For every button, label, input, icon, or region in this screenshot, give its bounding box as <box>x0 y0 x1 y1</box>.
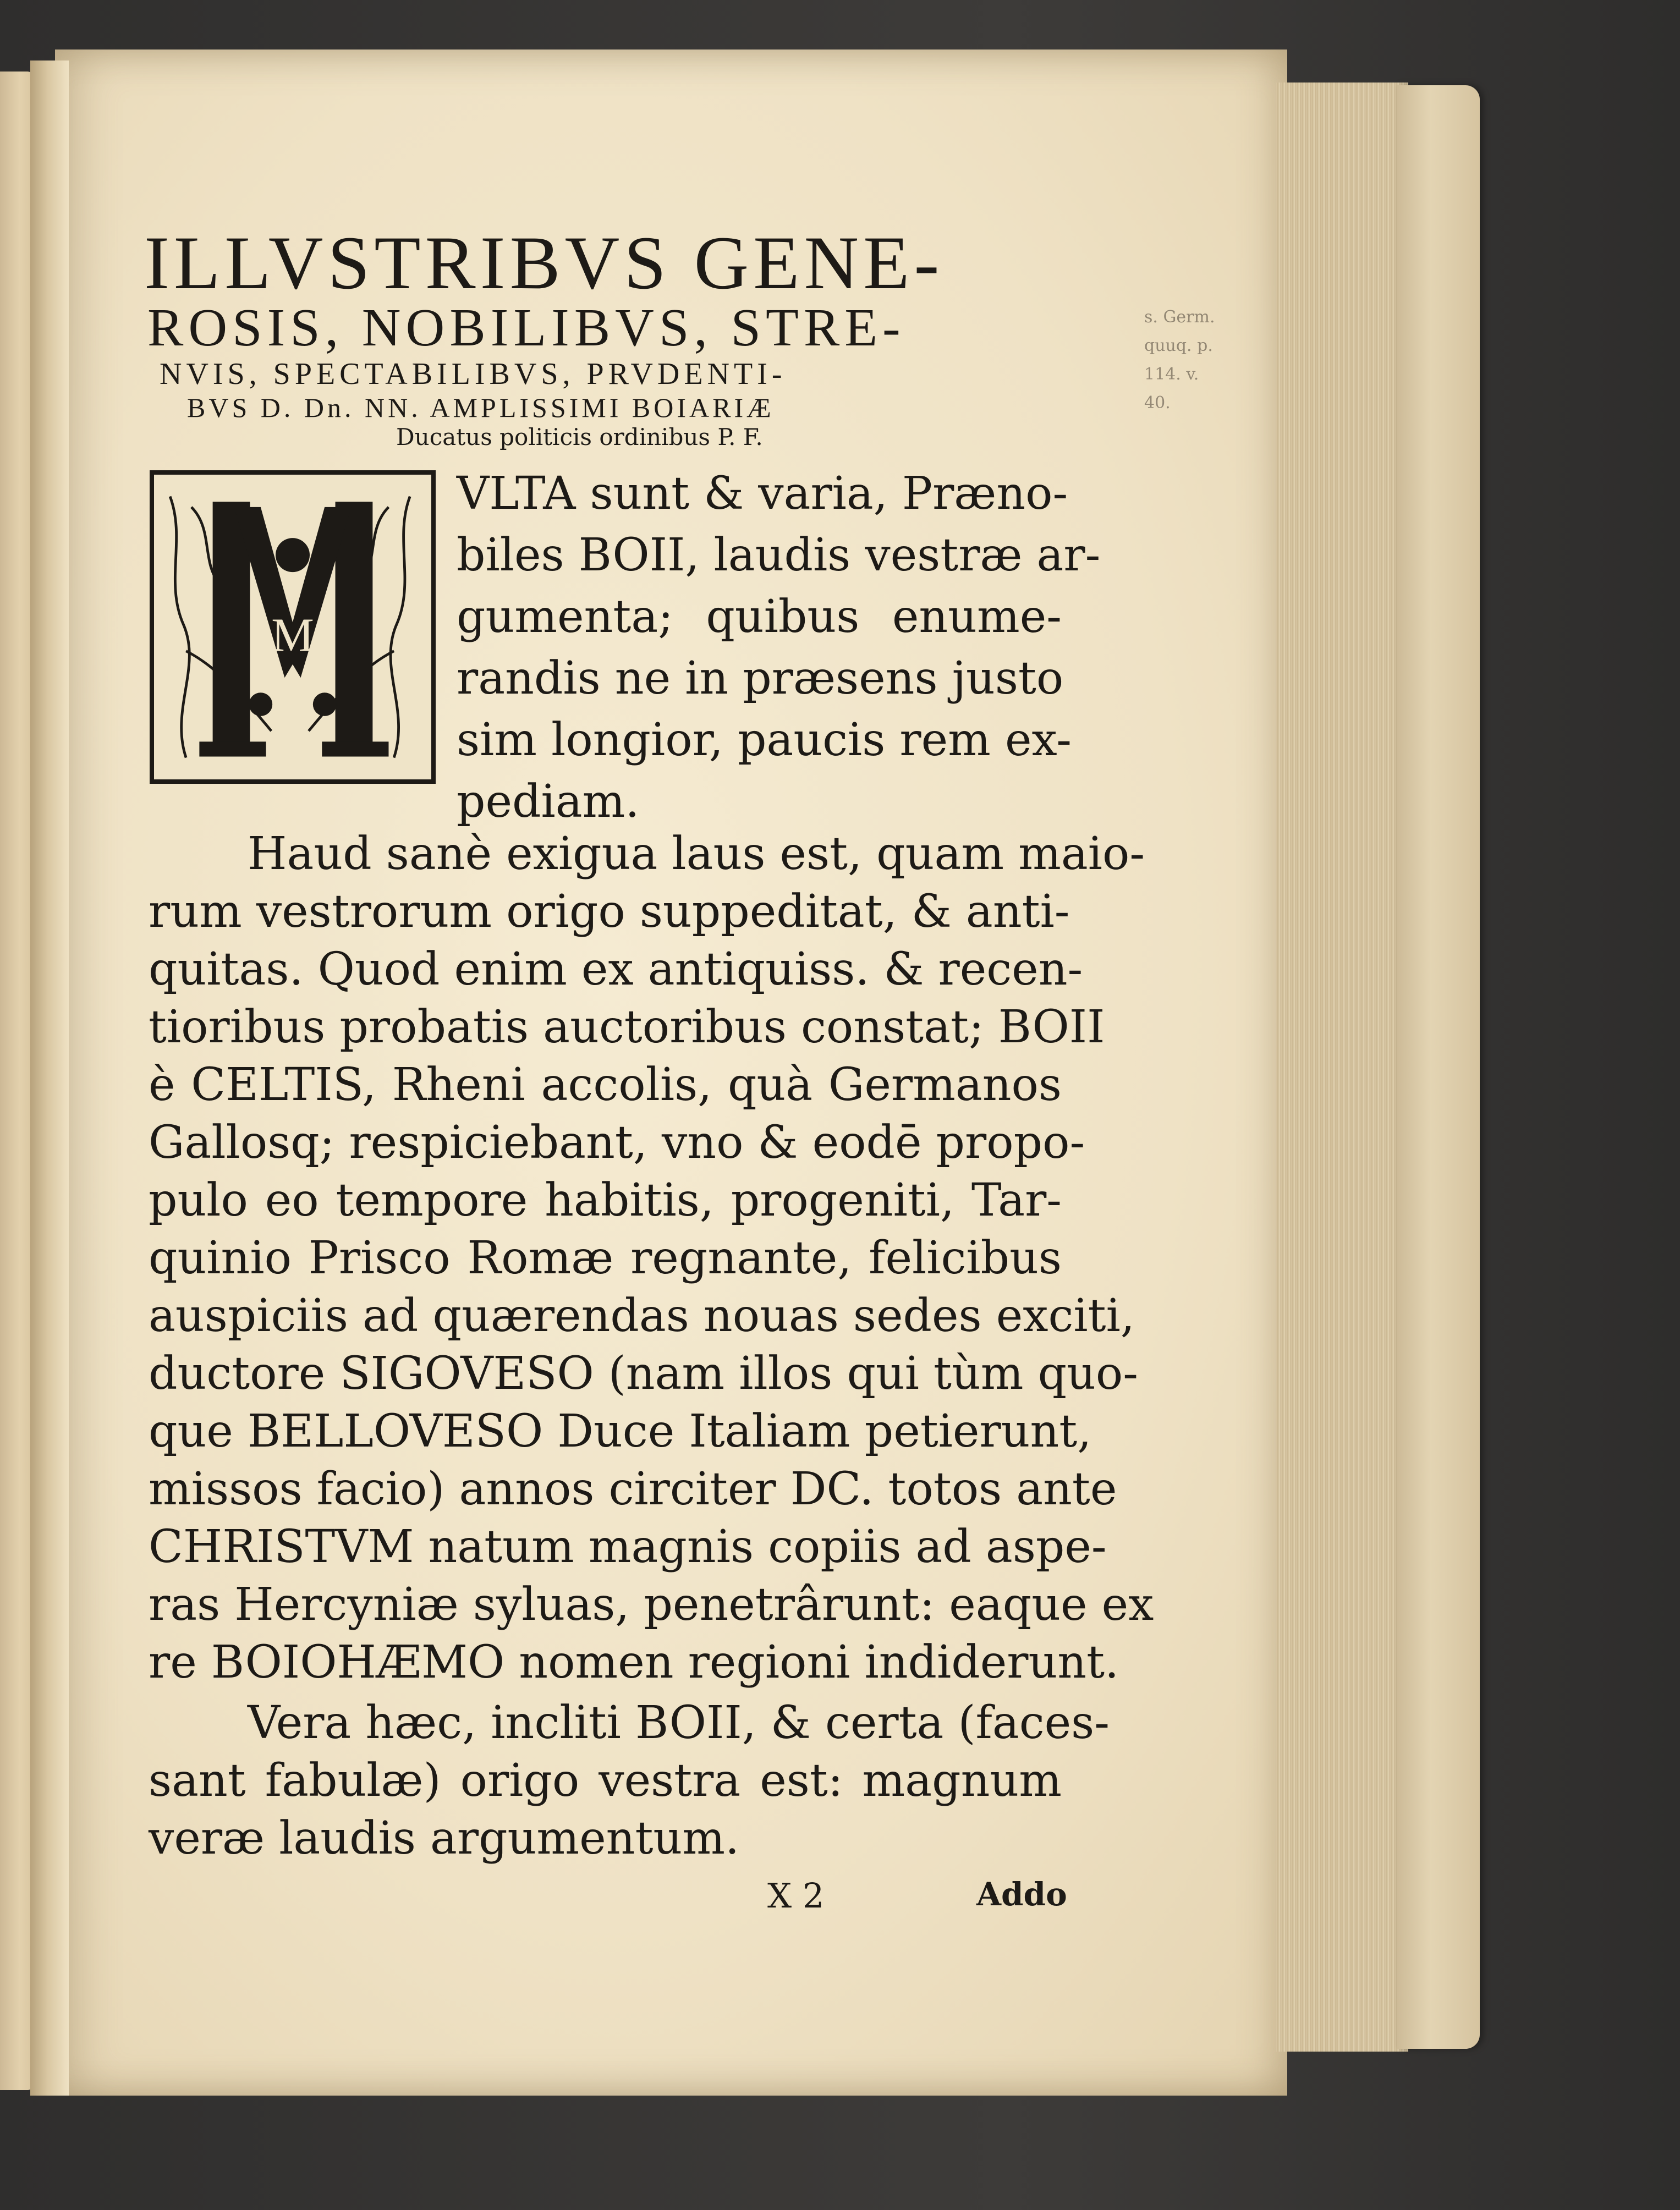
body-line: auspiciis ad quærendas nouas sedes exciti, <box>149 1290 1135 1342</box>
body-line: Haud sanè exigua laus est, quam maio- <box>248 828 1145 880</box>
decorated-initial-art <box>154 475 431 779</box>
body-line: quinio Prisco Romæ regnante, felicibus <box>149 1232 1062 1284</box>
page-fore-edge <box>1276 83 1408 2052</box>
catchword: Addo <box>976 1876 1067 1913</box>
margin-note: 114. v. <box>1144 365 1199 384</box>
body-line: sim longior, paucis rem ex- <box>457 714 1072 766</box>
body-line: pulo eo tempore habitis, progeniti, Tar- <box>149 1174 1062 1227</box>
heading-line-2: ROSIS, NOBILIBVS, STRE- <box>147 298 905 358</box>
body-line: VLTA sunt & varia, Præno- <box>457 468 1068 520</box>
margin-note: s. Germ. <box>1144 307 1215 327</box>
signature-mark: X 2 <box>767 1876 825 1916</box>
heading-line-4: BVS D. Dn. NN. AMPLISSIMI BOIARIÆ <box>187 392 775 423</box>
body-line: pediam. <box>457 776 640 828</box>
body-line: quitas. Quod enim ex antiquiss. & recen- <box>149 943 1083 996</box>
body-line: missos facio) annos circiter DC. totos ante <box>149 1463 1117 1515</box>
body-line: re BOIOHÆMO nomen regioni indiderunt. <box>149 1636 1119 1689</box>
body-line: sant fabulæ) origo vestra est: magnum <box>149 1755 1062 1807</box>
book-gutter <box>30 61 69 2096</box>
heading-line-5: Ducatus politicis ordinibus P. F. <box>396 424 763 450</box>
body-line: biles BOII, laudis vestræ ar- <box>457 529 1101 581</box>
left-page-edge <box>0 72 33 2090</box>
body-line: rum vestrorum origo suppeditat, & anti- <box>149 886 1070 938</box>
body-line: que BELLOVESO Duce Italiam petierunt, <box>149 1405 1092 1458</box>
margin-note: 40. <box>1144 393 1171 413</box>
book-cover-edge <box>1397 85 1480 2049</box>
body-line: ras Hercyniæ syluas, penetrârunt: eaque ex <box>149 1579 1154 1631</box>
heading-line-1: ILLVSTRIBVS GENE- <box>144 221 944 305</box>
body-line: gumenta; quibus enume- <box>457 591 1062 643</box>
body-line: randis ne in præsens justo <box>457 652 1064 705</box>
body-line: è CELTIS, Rheni accolis, quà Germanos <box>149 1059 1062 1111</box>
margin-note: quuq. p. <box>1144 336 1213 355</box>
svg-text:M: M <box>271 608 314 662</box>
body-line: Vera hæc, incliti BOII, & certa (faces- <box>248 1697 1110 1749</box>
body-line: veræ laudis argumentum. <box>149 1812 740 1865</box>
body-line: CHRISTVM natum magnis copiis ad aspe- <box>149 1521 1107 1573</box>
heading-line-3: NVIS, SPECTABILIBVS, PRVDENTI- <box>160 357 787 391</box>
body-line: ductore SIGOVESO (nam illos qui tùm quo- <box>149 1348 1138 1400</box>
decorated-initial <box>150 470 436 784</box>
body-line: tioribus probatis auctoribus constat; BOII <box>149 1001 1105 1053</box>
body-line: Gallosq; respiciebant, vno & eodē propo- <box>149 1117 1085 1169</box>
